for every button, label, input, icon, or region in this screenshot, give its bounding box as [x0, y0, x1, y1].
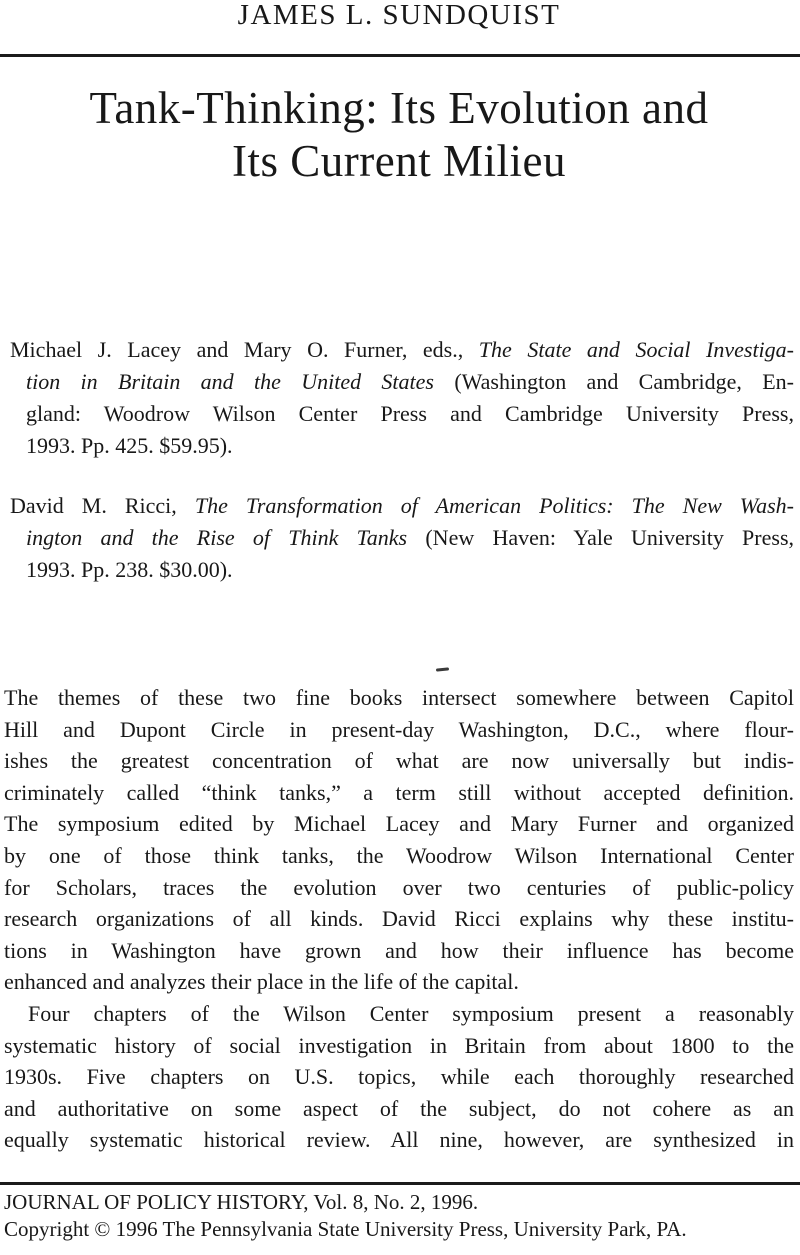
body-line: 1930s. Five chapters on U.S. topics, while each thoroughly researched [4, 1064, 794, 1090]
article-body [4, 682, 794, 1156]
citation-line: David M. Ricci, The Transformation of American Politics: The New Wash- [10, 493, 794, 518]
footer-rule [0, 1182, 800, 1185]
citation [10, 490, 794, 586]
citation-line: ington and the Rise of Think Tanks (New Haven: Yale University Press, [26, 525, 795, 550]
article-title-line-1: Tank-Thinking: Its Evolution and [89, 83, 709, 133]
body-line: criminately called “think tanks,” a term still without accepted definition. [4, 779, 794, 805]
citation-line: 1993. Pp. 238. $30.00). [26, 557, 233, 582]
body-line: Four chapters of the Wilson Center symposium present a reasonably [28, 1000, 794, 1026]
book-citations [10, 334, 794, 586]
body-line: ishes the greatest concentration of what are now universally but indis- [4, 748, 794, 774]
body-line: Hill and Dupont Circle in present-day Washington, D.C., where flour- [4, 716, 794, 742]
citation-line: Michael J. Lacey and Mary O. Furner, eds., The State and Social Investiga- [10, 337, 794, 362]
citation-line: tion in Britain and the United States (Washington and Cambridge, En- [26, 369, 795, 394]
citation-line: gland: Woodrow Wilson Center Press and Cambridge University Press, [26, 401, 794, 426]
article-title [4, 82, 794, 188]
running-head-author: JAMES L. SUNDQUIST [237, 0, 561, 31]
body-line: equally systematic historical review. All nine, however, are synthesized in [4, 1127, 794, 1153]
body-paragraph [4, 998, 794, 1156]
header-rule [0, 54, 800, 57]
body-line: systematic history of social investigation in Britain from about 1800 to the [4, 1032, 794, 1058]
article-title-line-2: Its Current Milieu [232, 136, 566, 186]
body-line: enhanced and analyzes their place in the life of the capital. [4, 969, 519, 995]
body-line: tions in Washington have grown and how their influence has become [4, 937, 794, 963]
citation [10, 334, 794, 462]
copyright-line: Copyright © 1996 The Pennsylvania State University Press, University Park, PA. [4, 1216, 687, 1241]
journal-footer [4, 1189, 794, 1243]
body-line: The themes of these two fine books intersect somewhere between Capitol [4, 685, 794, 710]
body-line: by one of those think tanks, the Woodrow Wilson International Center [4, 842, 794, 868]
body-paragraph [4, 682, 794, 998]
journal-volume-line: JOURNAL OF POLICY HISTORY, Vol. 8, No. 2, 1996. [4, 1189, 479, 1214]
citation-line: 1993. Pp. 425. $59.95). [26, 433, 233, 458]
scan-artifact [436, 667, 449, 671]
body-line: research organizations of all kinds. David Ricci explains why these institu- [4, 906, 794, 932]
body-line: for Scholars, traces the evolution over two centuries of public-policy [4, 874, 794, 900]
body-line: and authoritative on some aspect of the subject, do not cohere as an [4, 1095, 794, 1121]
body-line: The symposium edited by Michael Lacey and Mary Furner and organized [4, 811, 794, 837]
